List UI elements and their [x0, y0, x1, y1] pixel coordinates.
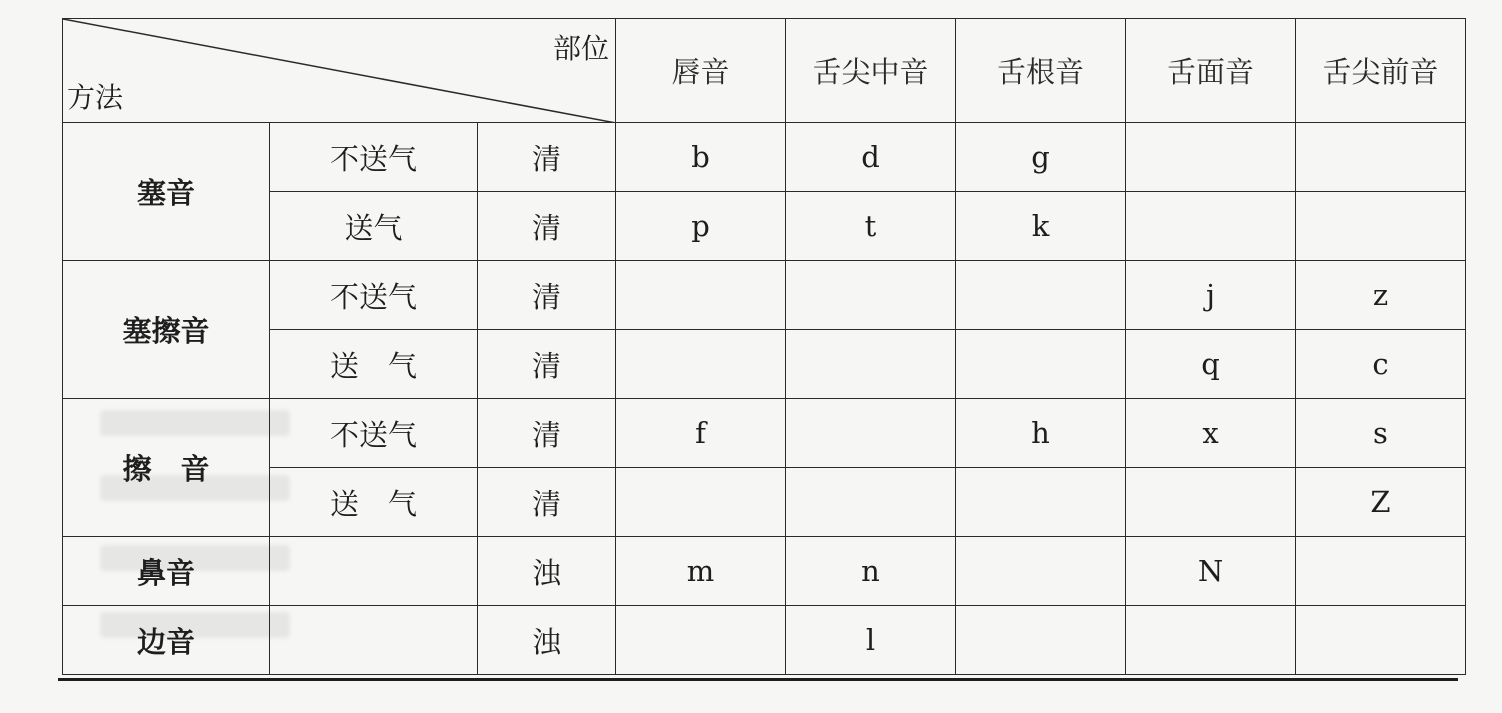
header-row [63, 19, 1466, 123]
initials-table [62, 18, 1466, 675]
voicing-label: 清 [478, 123, 616, 192]
table-cell [616, 606, 786, 675]
voicing-label: 清 [478, 399, 616, 468]
manner-label: 塞音 [63, 123, 270, 261]
voicing-label: 清 [478, 330, 616, 399]
voicing-label: 清 [478, 468, 616, 537]
table-cell [956, 261, 1126, 330]
table-row [63, 192, 1466, 261]
table-cell: l [786, 606, 956, 675]
table-cell [956, 468, 1126, 537]
table-row [63, 537, 1466, 606]
table-cell: k [956, 192, 1126, 261]
aspiration-label: 不送气 [270, 399, 478, 468]
corner-top-label: 部位 [552, 32, 609, 65]
table-cell: p [616, 192, 786, 261]
table-cell: f [616, 399, 786, 468]
table-row [63, 606, 1466, 675]
table-cell [786, 468, 956, 537]
table-row [63, 468, 1466, 537]
table-cell: c [1296, 330, 1466, 399]
aspiration-label: 送气 [270, 192, 478, 261]
manner-label: 擦 音 [63, 399, 270, 537]
voicing-label: 清 [478, 261, 616, 330]
table-cell: g [956, 123, 1126, 192]
table-cell: j [1126, 261, 1296, 330]
table-cell: x [1126, 399, 1296, 468]
table-cell [616, 261, 786, 330]
column-header: 唇音 [616, 19, 786, 123]
table-cell: q [1126, 330, 1296, 399]
column-header: 舌面音 [1126, 19, 1296, 123]
table-cell [1126, 468, 1296, 537]
table-cell [616, 330, 786, 399]
table-row [63, 123, 1466, 192]
table-cell [956, 330, 1126, 399]
aspiration-label: 送 气 [270, 330, 478, 399]
table-cell [786, 330, 956, 399]
table-cell: N [1126, 537, 1296, 606]
column-header: 舌尖中音 [786, 19, 956, 123]
table-cell: b [616, 123, 786, 192]
table-cell [616, 468, 786, 537]
table-cell [1296, 192, 1466, 261]
manner-label: 塞擦音 [63, 261, 270, 399]
corner-cell [63, 19, 616, 123]
aspiration-label: 不送气 [270, 261, 478, 330]
table-cell [956, 537, 1126, 606]
table-cell [1126, 123, 1296, 192]
voicing-label: 浊 [478, 606, 616, 675]
manner-label: 鼻音 [63, 537, 270, 606]
table-cell [956, 606, 1126, 675]
table-cell [1126, 606, 1296, 675]
table-cell: d [786, 123, 956, 192]
table-row [63, 330, 1466, 399]
corner-bottom-label: 方法 [67, 81, 124, 114]
table-cell [1126, 192, 1296, 261]
table-cell [786, 261, 956, 330]
table-cell [1296, 606, 1466, 675]
table-row [63, 399, 1466, 468]
aspiration-label-empty [270, 606, 478, 675]
table-cell: n [786, 537, 956, 606]
bottom-rule [58, 678, 1458, 681]
diagonal-divider [63, 19, 616, 123]
aspiration-label: 不送气 [270, 123, 478, 192]
column-header: 舌尖前音 [1296, 19, 1466, 123]
table-cell: m [616, 537, 786, 606]
manner-label: 边音 [63, 606, 270, 675]
voicing-label: 浊 [478, 537, 616, 606]
table-cell: t [786, 192, 956, 261]
table-cell: s [1296, 399, 1466, 468]
aspiration-label: 送 气 [270, 468, 478, 537]
table-cell [786, 399, 956, 468]
table-cell [1296, 123, 1466, 192]
voicing-label: 清 [478, 192, 616, 261]
table-cell: Z [1296, 468, 1466, 537]
table-cell: z [1296, 261, 1466, 330]
aspiration-label-empty [270, 537, 478, 606]
table-row [63, 261, 1466, 330]
table-cell: h [956, 399, 1126, 468]
table-cell [1296, 537, 1466, 606]
column-header: 舌根音 [956, 19, 1126, 123]
